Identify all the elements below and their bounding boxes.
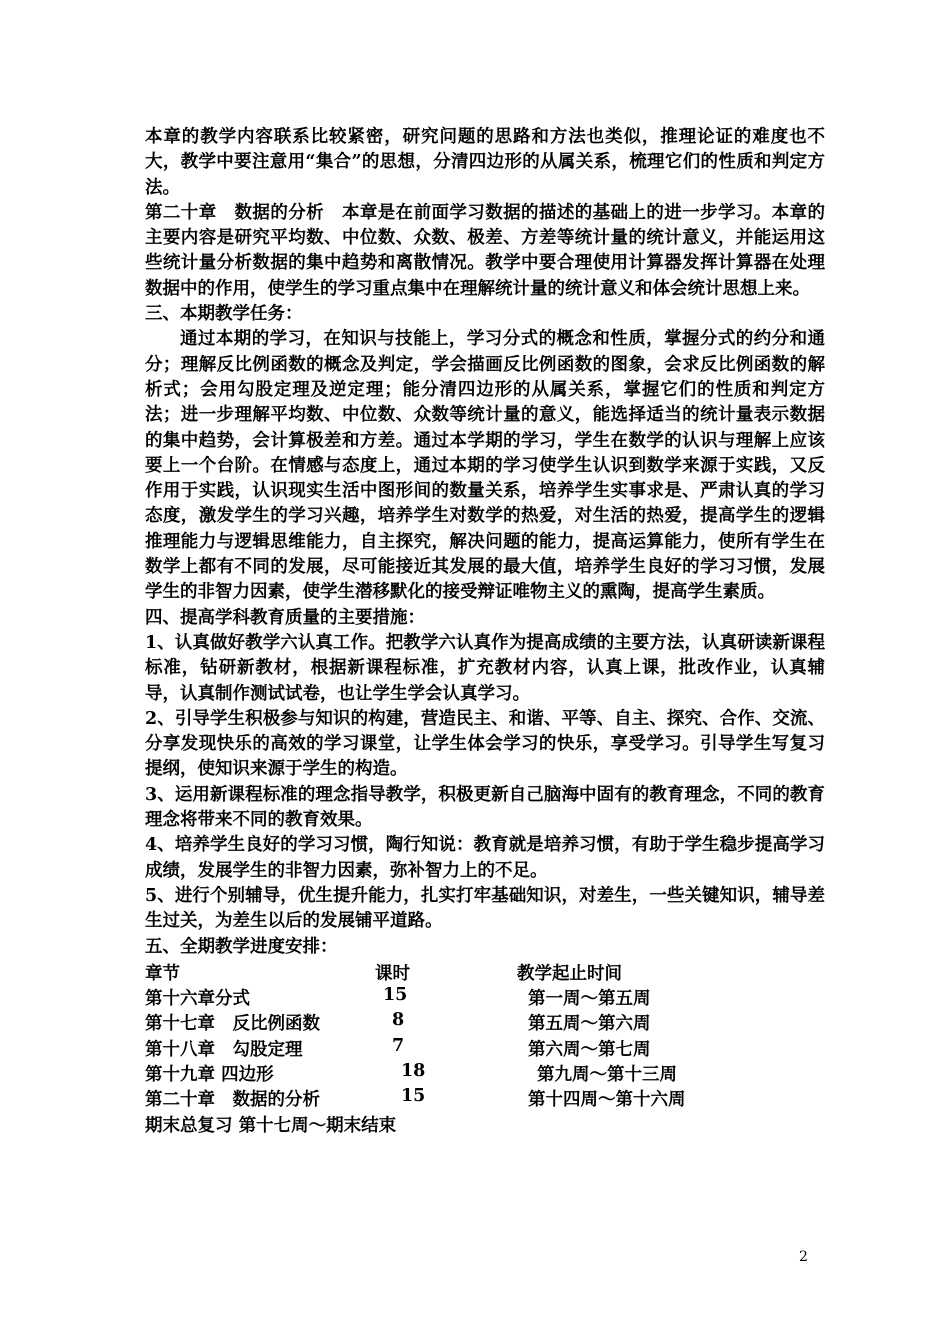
section-heading-tasks: 三、本期教学任务： [145,304,303,325]
paragraph-chapter19-summary: 本章的教学内容联系比较紧密，研究问题的思路和方法也类似，推理论证的难度也不大，教学中要注意用“集合”的思想，分清四边形的从属关系，梳理它们的性质和判定方法。 [145,127,825,198]
final-review-line: 期末总复习 第十七周～期末结束 [145,1115,397,1136]
schedule-row [145,1086,825,1111]
row-time: 第一周～第五周 [528,989,651,1010]
row-hours: 15 [383,985,408,1006]
document-body [145,125,825,1137]
row-time: 第六周～第七周 [528,1039,651,1060]
measure-item-4: 4、培养学生良好的学习习惯，陶行知说：教育就是培养习惯，有助于学生稳步提高学习成绩，发展学生的非智力因素，弥补智力上的不足。 [145,835,825,881]
schedule-table [145,960,825,1137]
row-chapter: 第十七章 反比例函数 [145,1014,320,1035]
header-chapter: 章节 [145,963,180,984]
paragraph-tasks: 通过本期的学习，在知识与技能上，学习分式的概念和性质，掌握分式的约分和通分；理解反比例函数的概念及判定，学会描画反比例函数的图象，会求反比例函数的解析式；会用勾股定理及逆定理；能分清四边形的从属关系，掌握它们的性质和判定方法；进一步理解平均数、中位数、众数等统计量的意义，能选择适当的统计量表示数据的集中趋势，会计算极差和方差。通过本学期的学习，学生在数学的认识与理解上应该要上一个台阶。在情感与态度上，通过本期的学习使学生认识到数学来源于实践，又反作用于实践，认识现实生活中图形间的数量关系，培养学生实事求是、严肃认真的学习态度，激发学生的学习兴趣，培养学生对数学的热爱，对生活的热爱，提高学生的逻辑推理能力与逻辑思维能力，自主探究，解决问题的能力，提高运算能力，使所有学生在数学上都有不同的发展，尽可能接近其发展的最大值，培养学生良好的学习习惯，发展学生的非智力因素，使学生潜移默化的接受辩证唯物主义的熏陶，提高学生素质。 [145,329,825,603]
schedule-row [145,985,825,1010]
row-hours: 7 [392,1035,405,1056]
section-heading-schedule: 五、全期教学进度安排： [145,936,338,957]
schedule-row [145,1036,825,1061]
schedule-footer [145,1112,825,1137]
row-hours: 15 [401,1086,426,1107]
measure-item-1: 1、认真做好教学六认真工作。把教学六认真作为提高成绩的主要方法，认真研读新课程标准，钻研新教材，根据新课程标准，扩充教材内容，认真上课，批改作业，认真辅导，认真制作测试试卷，也让学生学会认真学习。 [145,632,825,704]
row-chapter: 第十六章分式 [145,989,250,1010]
row-chapter: 第二十章 数据的分析 [145,1090,320,1111]
row-time: 第十四周～第十六周 [528,1090,686,1111]
measure-item-2: 2、引导学生积极参与知识的构建，营造民主、和谐、平等、自主、探究、合作、交流、分享发现快乐的高效的学习课堂，让学生体会学习的快乐，享受学习。引导学生写复习提纲，使知识来源于学生的构造。 [145,708,825,780]
header-hours: 课时 [375,963,410,984]
row-time: 第五周～第六周 [528,1014,651,1035]
row-hours: 8 [392,1010,405,1031]
schedule-row [145,1061,825,1086]
page-number: 2 [799,1249,808,1265]
row-time: 第九周～第十三周 [537,1064,677,1085]
header-time: 教学起止时间 [517,963,622,984]
schedule-header [145,960,825,985]
row-hours: 18 [401,1060,426,1081]
paragraph-chapter20-summary: 第二十章 数据的分析 本章是在前面学习数据的描述的基础上的进一步学习。本章的主要内容是研究平均数、中位数、众数、极差、方差等统计量的统计意义，并能运用这些统计量分析数据的集中趋势和离散情况。教学中要合理使用计算器发挥计算器在处理数据中的作用，使学生的学习重点集中在理解统计量的统计意义和体会统计思想上来。 [145,202,825,299]
row-chapter: 第十九章 四边形 [145,1064,274,1085]
section-heading-measures: 四、提高学科教育质量的主要措施： [145,607,425,628]
row-chapter: 第十八章 勾股定理 [145,1039,303,1060]
schedule-row [145,1010,825,1035]
measure-item-5: 5、进行个别辅导，优生提升能力，扎实打牢基础知识，对差生，一些关键知识，辅导差生过关，为差生以后的发展铺平道路。 [145,885,825,932]
measure-item-3: 3、运用新课程标准的理念指导教学，积极更新自己脑海中固有的教育理念，不同的教育理念将带来不同的教育效果。 [145,784,825,831]
